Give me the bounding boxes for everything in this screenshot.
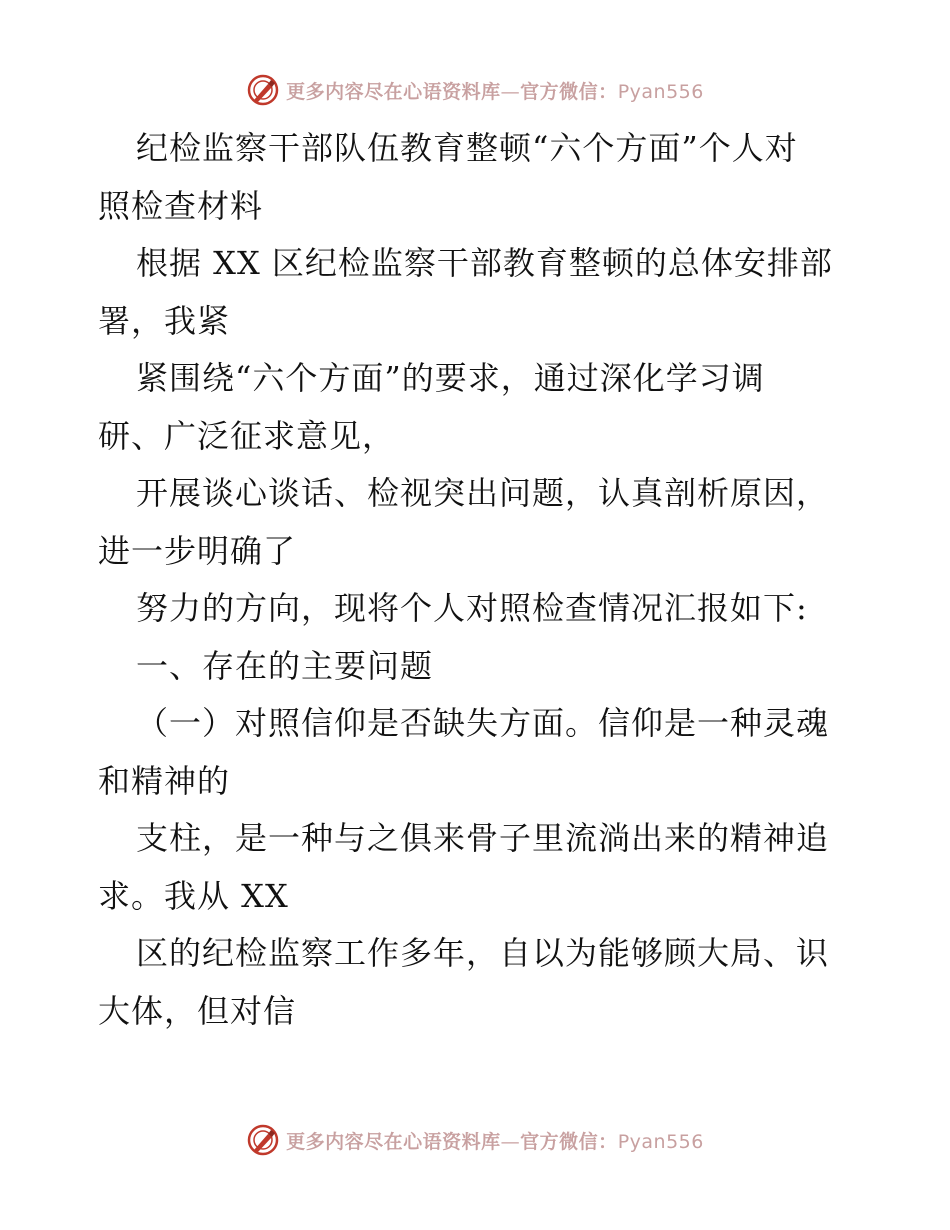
document-line: 研、广泛征求意见， — [98, 416, 396, 455]
document-line: 和精神的 — [98, 761, 231, 800]
document-line: 大体，但对信 — [98, 991, 297, 1030]
document-line: 努力的方向，现将个人对照检查情况汇报如下: — [136, 589, 808, 627]
banner-main-text: 更多内容尽在心语资料库 — [286, 1130, 501, 1153]
pen-logo-icon — [246, 73, 280, 107]
document-line: 署，我紧 — [98, 301, 231, 340]
banner-suffix-text: 官方微信： — [520, 1130, 618, 1153]
document-line: 开展谈心谈话、检视突出问题，认真剖析原因， — [136, 474, 830, 512]
banner-wechat-id: Pyan556 — [617, 1130, 704, 1153]
document-line: 支柱，是一种与之俱来骨子里流淌出来的精神追 — [136, 819, 830, 857]
banner-separator: — — [500, 1130, 521, 1153]
banner-text — [286, 1127, 704, 1154]
document-line: （一）对照信仰是否缺失方面。信仰是一种灵魂 — [136, 704, 830, 742]
banner-main-text: 更多内容尽在心语资料库 — [286, 80, 501, 103]
document-line: 照检查材料 — [98, 186, 264, 225]
banner-wechat-id: Pyan556 — [617, 80, 704, 103]
banner-separator: — — [500, 80, 521, 103]
section-heading: 一、存在的主要问题 — [136, 646, 434, 685]
document-line: 紧围绕“六个方面”的要求，通过深化学习调 — [136, 359, 765, 397]
document-line: 进一步明确了 — [98, 531, 297, 570]
pen-logo-icon — [246, 1123, 280, 1157]
document-body — [98, 120, 858, 1040]
document-line: 纪检监察干部队伍教育整顿“六个方面”个人对 — [136, 129, 798, 167]
document-line: 求。我从 XX — [98, 876, 289, 915]
banner-suffix-text: 官方微信： — [520, 80, 618, 103]
footer-watermark-banner — [0, 1120, 950, 1160]
document-line: 根据 XX 区纪检监察干部教育整顿的总体安排部 — [136, 244, 833, 282]
banner-text — [286, 77, 704, 104]
document-line: 区的纪检监察工作多年，自以为能够顾大局、识 — [136, 934, 830, 972]
header-watermark-banner — [0, 70, 950, 110]
